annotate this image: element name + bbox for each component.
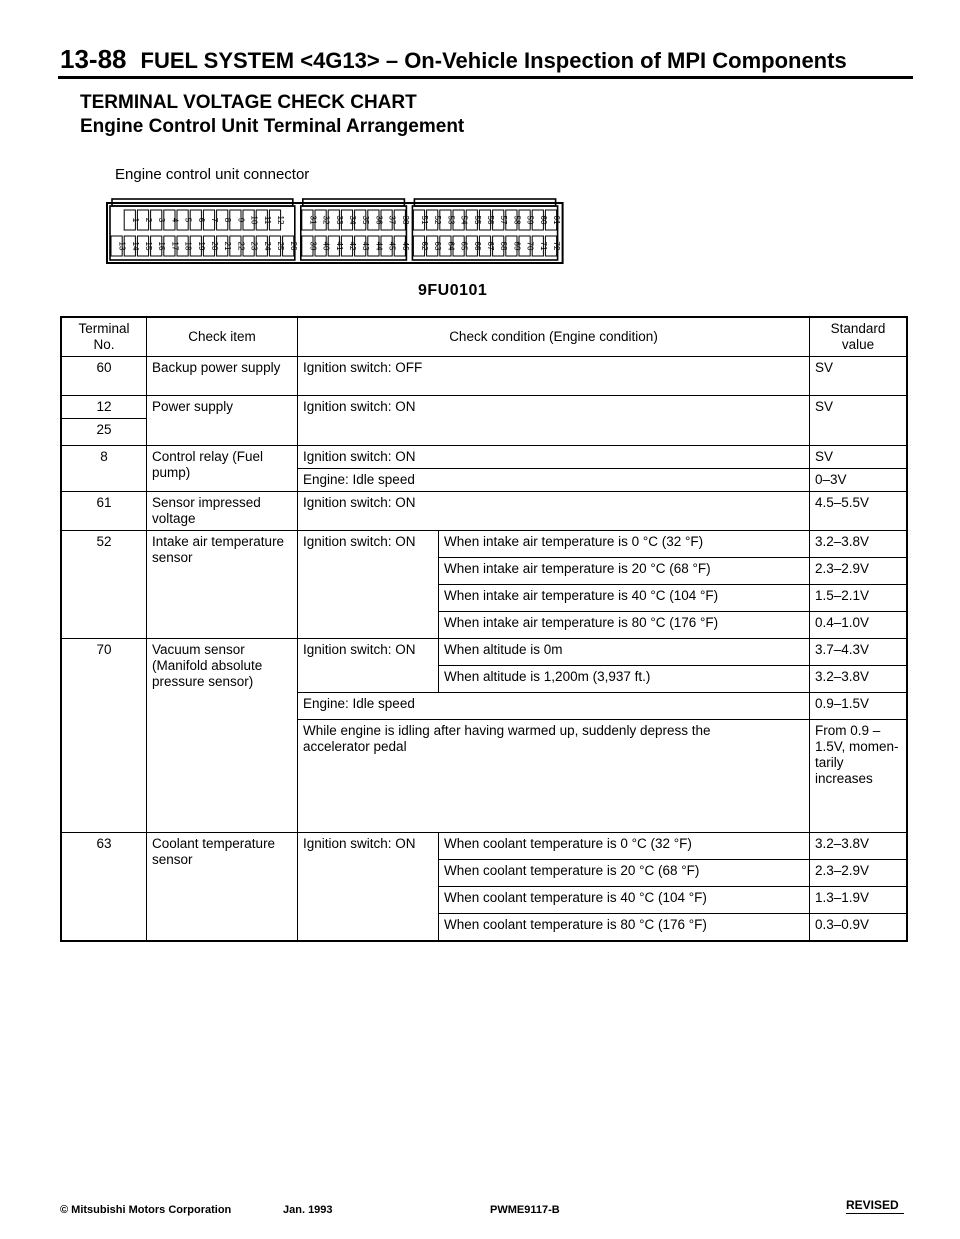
pin-number: 42 [348, 241, 357, 251]
pin-number: 5 [183, 217, 193, 223]
terminal-no: 61 [61, 492, 147, 531]
table-row [61, 492, 907, 531]
ecu-connector-diagram [106, 194, 561, 274]
pin-number: 11 [262, 215, 272, 225]
check-item: Backup power supply [147, 357, 298, 396]
check-condition: When intake air temperature is 40 °C (104 °F) [439, 585, 810, 612]
header-standard-value: Standard value [810, 317, 908, 357]
table-row [61, 833, 907, 860]
pin-number: 34 [348, 215, 357, 225]
pin-number: 8 [223, 217, 233, 223]
table-row [61, 531, 907, 558]
pin-number: 13 [117, 241, 127, 251]
pin-number: 36 [374, 215, 384, 225]
pin-number: 71 [538, 241, 548, 251]
check-condition: When coolant temperature is 0 °C (32 °F) [439, 833, 810, 860]
pin-number: 15 [144, 241, 153, 251]
check-condition: Ignition switch: ON [298, 492, 810, 531]
connector-label: Engine control unit connector [115, 166, 310, 183]
standard-value: 0–3V [810, 469, 908, 492]
terminal-voltage-table [60, 316, 908, 942]
check-condition: When coolant temperature is 40 °C (104 °F) [439, 887, 810, 914]
check-item: Coolant temperature sensor [147, 833, 298, 942]
pin-number: 14 [130, 241, 140, 251]
pin-number: 70 [525, 241, 535, 251]
standard-value: 1.3–1.9V [810, 887, 908, 914]
pin-number: 10 [249, 215, 259, 225]
pin-number: 61 [552, 215, 561, 225]
check-item: Control relay (Fuel pump) [147, 446, 298, 492]
standard-value: 3.7–4.3V [810, 639, 908, 666]
pin-number: 22 [236, 241, 246, 251]
standard-value: SV [810, 396, 908, 446]
terminal-no: 12 [61, 396, 147, 419]
standard-value: 0.9–1.5V [810, 693, 908, 720]
pin-number: 32 [321, 215, 331, 225]
terminal-no: 25 [61, 419, 147, 446]
pin-number: 41 [334, 241, 344, 251]
switch-condition: Ignition switch: ON [298, 833, 439, 942]
pin-number: 62 [420, 241, 429, 251]
footer-date: Jan. 1993 [283, 1204, 333, 1216]
page-number: 13-88 [60, 44, 127, 74]
pin-number: 65 [459, 241, 469, 251]
connector-block [301, 206, 407, 260]
terminal-no: 8 [61, 446, 147, 492]
pin-number: 25 [276, 241, 285, 251]
pin-number: 58 [512, 215, 522, 225]
standard-value: 0.4–1.0V [810, 612, 908, 639]
pin-number: 4 [170, 217, 180, 223]
section-title: FUEL SYSTEM <4G13> – On-Vehicle Inspection of MPI Components [140, 48, 847, 73]
pin-number: 66 [472, 241, 482, 251]
switch-condition: Ignition switch: ON [298, 531, 439, 639]
terminal-no: 52 [61, 531, 147, 639]
standard-value: 3.2–3.8V [810, 531, 908, 558]
check-condition: While engine is idling after having warmed up, suddenly depress the accelerator pedal [298, 720, 810, 833]
header-check-condition: Check condition (Engine condition) [298, 317, 810, 357]
pin-number: 2 [144, 217, 153, 223]
pin-number: 23 [249, 241, 259, 251]
header-rule [58, 76, 913, 79]
pin-number: 57 [499, 215, 509, 225]
check-condition: Ignition switch: ON [298, 396, 810, 446]
standard-value: SV [810, 357, 908, 396]
pin-number: 54 [459, 215, 469, 225]
chart-subtitle: Engine Control Unit Terminal Arrangement [80, 116, 465, 137]
pin-number: 53 [446, 215, 456, 225]
pin-number: 51 [420, 215, 429, 225]
pin-number: 60 [538, 215, 548, 225]
pin-number: 69 [512, 241, 522, 251]
terminal-no: 70 [61, 639, 147, 833]
check-condition: Ignition switch: OFF [298, 357, 810, 396]
standard-value: 2.3–2.9V [810, 860, 908, 887]
pin-number: 64 [446, 241, 456, 251]
pin-number: 6 [196, 217, 206, 223]
switch-condition: Ignition switch: ON [298, 639, 439, 693]
pin-number: 39 [308, 241, 318, 251]
pin-number: 9 [236, 217, 246, 223]
pin-number: 72 [552, 241, 561, 251]
check-item: Sensor impressed voltage [147, 492, 298, 531]
pin-number: 52 [433, 215, 443, 225]
chart-title: TERMINAL VOLTAGE CHECK CHART [80, 92, 417, 113]
pin-number: 12 [276, 215, 285, 225]
pin-number: 16 [157, 241, 167, 251]
table-row [61, 396, 907, 419]
check-item: Intake air temperature sensor [147, 531, 298, 639]
table-row [61, 446, 907, 469]
pin-number: 3 [157, 217, 167, 223]
pin-number: 63 [433, 241, 443, 251]
pin-number: 17 [170, 241, 180, 251]
pin-number: 20 [210, 241, 219, 251]
standard-value: 2.3–2.9V [810, 558, 908, 585]
table-row [61, 357, 907, 396]
connector-block [412, 206, 557, 260]
check-condition: When intake air temperature is 0 °C (32 °F) [439, 531, 810, 558]
footer-revised: REVISED [846, 1198, 899, 1212]
standard-value: 1.5–2.1V [810, 585, 908, 612]
page-header [60, 44, 847, 75]
pin-number: 7 [210, 217, 219, 223]
standard-value: SV [810, 446, 908, 469]
pin-number: 24 [262, 241, 272, 251]
pin-number: 46 [400, 241, 410, 251]
pin-number: 44 [374, 241, 384, 251]
pin-number: 18 [183, 241, 193, 251]
standard-value: From 0.9 – 1.5V, momen- tarily increases [810, 720, 908, 833]
check-condition: When altitude is 1,200m (3,937 ft.) [439, 666, 810, 693]
pin-number: 21 [223, 241, 233, 251]
standard-value: 3.2–3.8V [810, 833, 908, 860]
terminal-no: 63 [61, 833, 147, 942]
pin-number: 40 [321, 241, 331, 251]
pin-number: 45 [387, 241, 397, 251]
check-condition: When intake air temperature is 20 °C (68 °F) [439, 558, 810, 585]
pin-number: 37 [387, 215, 397, 225]
check-condition: When intake air temperature is 80 °C (176 °F) [439, 612, 810, 639]
table-row [61, 639, 907, 666]
header-terminal: Terminal No. [61, 317, 147, 357]
terminal-no: 60 [61, 357, 147, 396]
pin-number: 59 [525, 215, 535, 225]
pin-number: 1 [130, 217, 140, 223]
pin-number: 38 [400, 215, 410, 225]
pin-number: 68 [499, 241, 509, 251]
check-condition: Engine: Idle speed [298, 469, 810, 492]
header-check-item: Check item [147, 317, 298, 357]
check-condition: When altitude is 0m [439, 639, 810, 666]
pin-number: 33 [334, 215, 344, 225]
pin-number: 26 [289, 241, 299, 251]
check-condition: Engine: Idle speed [298, 693, 810, 720]
pin-number: 35 [361, 215, 371, 225]
pin-number: 19 [196, 241, 206, 251]
standard-value: 0.3–0.9V [810, 914, 908, 942]
pin-number: 31 [308, 215, 318, 225]
footer-doc-code: PWME9117-B [490, 1204, 560, 1216]
standard-value: 3.2–3.8V [810, 666, 908, 693]
table-header-row [61, 317, 907, 357]
check-item: Power supply [147, 396, 298, 446]
pin-number: 56 [486, 215, 495, 225]
figure-id: 9FU0101 [418, 282, 488, 299]
check-condition: Ignition switch: ON [298, 446, 810, 469]
footer-revised-underline [846, 1213, 904, 1214]
check-condition: When coolant temperature is 20 °C (68 °F) [439, 860, 810, 887]
check-condition: When coolant temperature is 80 °C (176 °F) [439, 914, 810, 942]
check-item: Vacuum sensor (Manifold absolute pressure sensor) [147, 639, 298, 833]
standard-value: 4.5–5.5V [810, 492, 908, 531]
pin-number: 43 [361, 241, 371, 251]
pin-number: 67 [486, 241, 495, 251]
footer-copyright: © Mitsubishi Motors Corporation [60, 1204, 232, 1216]
pin-number: 55 [472, 215, 482, 225]
